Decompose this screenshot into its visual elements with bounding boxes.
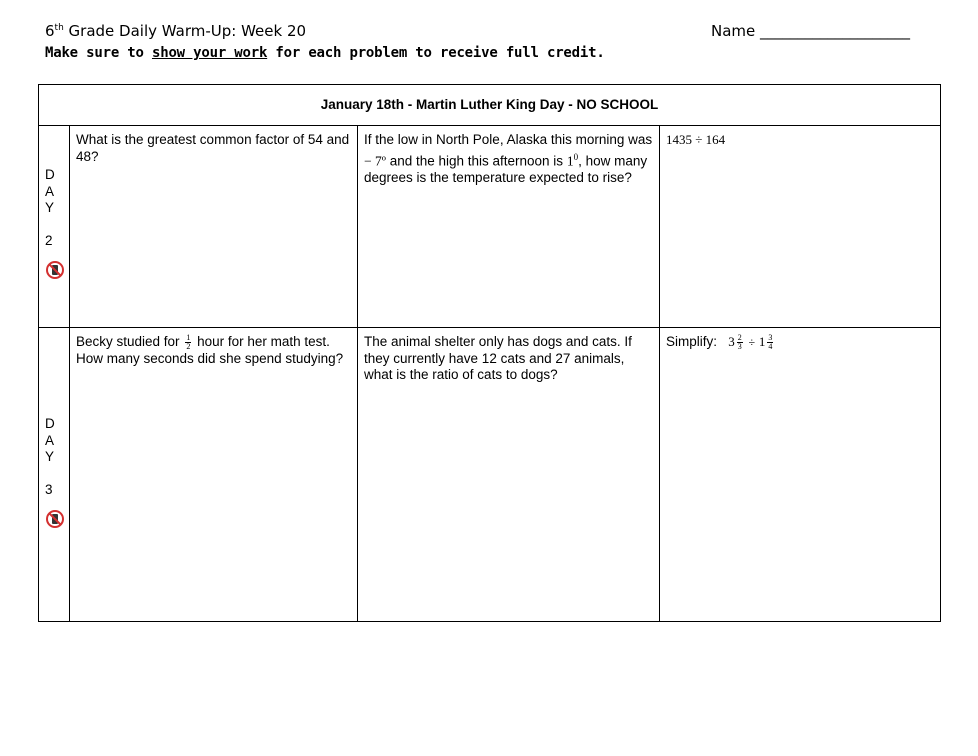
holiday-banner: January 18th - Martin Luther King Day - NO SCHOOL bbox=[39, 85, 941, 126]
day-2-label bbox=[39, 126, 70, 328]
warmup-table bbox=[38, 84, 941, 622]
day-3-letters: D A Y 3 bbox=[45, 416, 55, 497]
instructions: Make sure to show your work for each problem to receive full credit. bbox=[45, 45, 605, 61]
fraction-one-half: $\frac{1}{2}$ bbox=[186, 333, 191, 351]
day-2-question-3: 1435 ÷ 164 bbox=[660, 126, 941, 328]
day-2-question-1: What is the greatest common factor of 54 and 48? bbox=[70, 126, 358, 328]
day-3-label bbox=[39, 328, 70, 622]
fraction-three-fourths: $\frac{3}{4}$ bbox=[768, 333, 773, 351]
worksheet-title: 6th Grade Daily Warm-Up: Week 20 bbox=[45, 22, 307, 40]
day-3-question-2: The animal shelter only has dogs and cats. If they currently have 12 cats and 27 animals, what is the ratio of cats to dogs? bbox=[358, 328, 660, 622]
day-3-question-1: Becky studied for $\frac{1}{2}$ hour for her math test. How many seconds did she spend studying? bbox=[70, 328, 358, 622]
day-2-question-2: If the low in North Pole, Alaska this morning was − 7º and the high this afternoon is $1^0$, how many degrees is the temperature expected to rise? bbox=[358, 126, 660, 328]
day-3-question-3: Simplify: 3 $\frac{2}{3}$ ÷ 1 $\frac{3}{4}$ bbox=[660, 328, 941, 622]
day-2-letters: D A Y 2 bbox=[45, 167, 55, 248]
no-phone-icon bbox=[46, 510, 64, 528]
fraction-two-thirds: $\frac{2}{3}$ bbox=[737, 333, 742, 351]
name-field-label[interactable]: Name ____________________ bbox=[711, 22, 911, 40]
no-phone-icon bbox=[46, 261, 64, 279]
